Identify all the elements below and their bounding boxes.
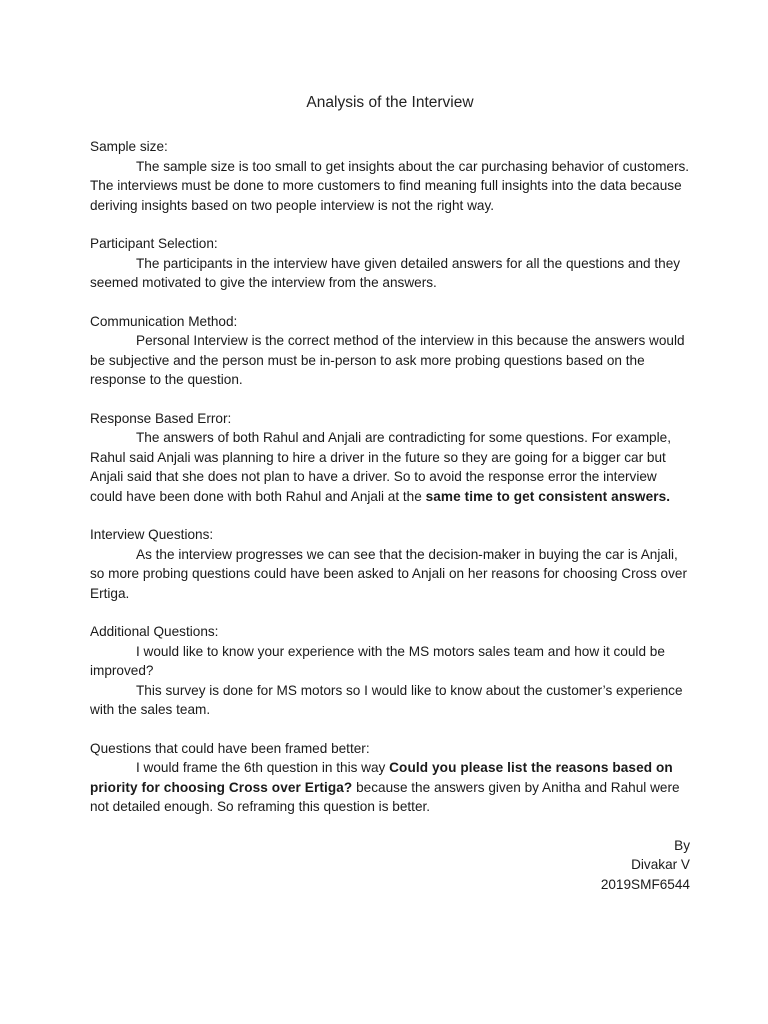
paragraph-text: The answers of both Rahul and Anjali are contradicting for some questions. For example, Rahul said Anjali was planning to hire a driver in the future so they are going for a bigger car but Anjali said that she does not plan to have a driver. So to avoid the response error the interview could have been done with both Rahul and Anjali at the [90,430,671,504]
section-heading: Additional Questions: [90,624,219,639]
author-id: 2019SMF6544 [600,876,690,892]
paragraph-text: because the answers given by Anitha and Rahul were not detailed enough. So reframing this question is better. [90,779,680,814]
section-participant-selection [90,234,690,293]
section-additional-questions [90,622,690,720]
section-communication-method [90,312,690,390]
section-heading: Sample size: [90,139,168,154]
paragraph-text: I would frame the 6th question in this way [136,760,390,775]
emphasis-text: same time to get consistent answers. [425,488,671,504]
section-paragraph [90,758,690,817]
section-paragraph: As the interview progresses we can see that the decision-maker in buying the car is Anjali, so more probing questions could have been asked to Anjali on her reasons for choosing Cross over Ertiga. [90,546,687,601]
section-heading: Response Based Error: [90,410,232,426]
section-paragraph: The participants in the interview have given detailed answers for all the questions and they seemed motivated to give the interview from the answers. [90,255,681,290]
section-paragraph: I would like to know your experience with the MS motors sales team and how it could be improved? [90,643,665,678]
section-interview-questions [90,525,690,603]
section-heading: Participant Selection: [90,236,218,251]
section-paragraph: The sample size is too small to get insights about the car purchasing behavior of customers. The interviews must be done to more customers to find meaning full insights into the data because deriving insights based on two people interview is not the right way. [90,158,690,213]
section-response-based-error [90,409,690,507]
signature-block [90,836,690,895]
section-sample-size [90,137,690,215]
section-heading: Questions that could have been framed better: [90,740,370,756]
section-heading: Communication Method: [90,313,238,329]
section-questions-framed-better [90,739,690,817]
signature-by: By [674,837,690,853]
author-name: Divakar V [631,857,690,872]
document-title: Analysis of the Interview [306,94,474,111]
section-paragraph [90,428,690,506]
section-heading: Interview Questions: [90,527,214,542]
section-paragraph: This survey is done for MS motors so I would like to know about the customer’s experience with the sales team. [90,682,683,717]
emphasis-text: Could you please list the reasons based on priority for choosing Cross over Ertiga? [90,760,673,795]
document-page [90,92,690,894]
section-paragraph: Personal Interview is the correct method of the interview in this because the answers would be subjective and the person must be in-person to ask more probing questions based on the response to the question. [90,333,685,387]
